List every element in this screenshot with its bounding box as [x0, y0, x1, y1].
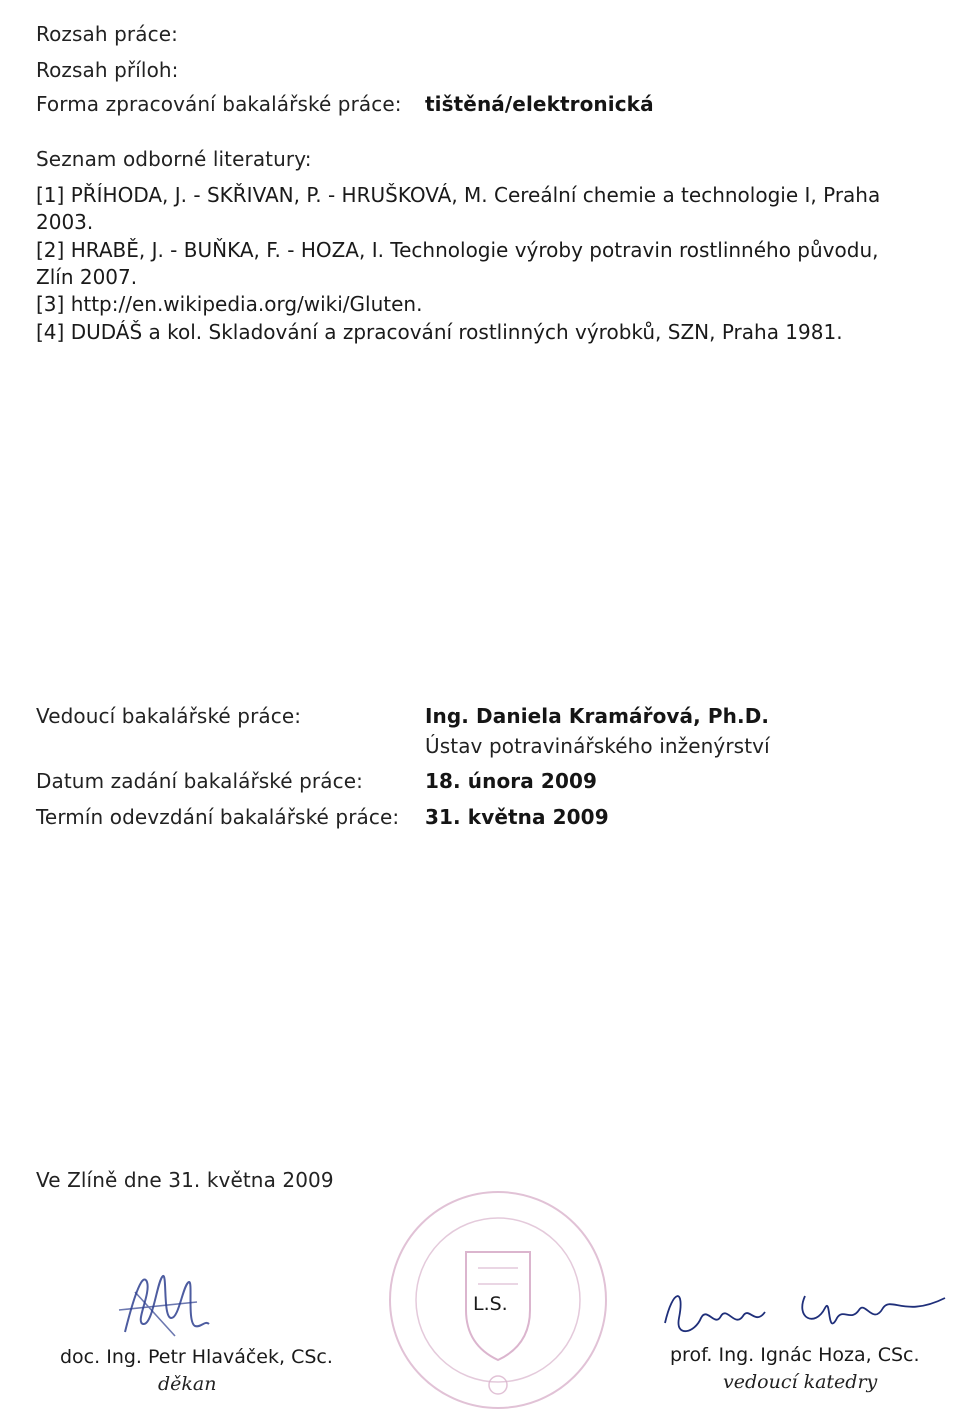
appendix-label: Rozsah příloh:	[36, 58, 179, 82]
stamp-mark: L.S.	[473, 1293, 508, 1315]
supervisor-institute: Ústav potravinářského inženýrství	[425, 734, 770, 758]
form-label: Forma zpracování bakalářské práce:	[36, 92, 402, 116]
head-role: vedoucí katedry	[723, 1371, 878, 1393]
head-signature	[655, 1278, 955, 1348]
deadline-label: Termín odevzdání bakalářské práce:	[36, 805, 400, 829]
dean-name: doc. Ing. Petr Hlaváček, CSc.	[60, 1346, 333, 1368]
literature-line: [4] DUDÁŠ a kol. Skladování a zpracování rostlinných výrobků, SZN, Praha 1981.	[36, 320, 843, 344]
literature-line: [1] PŘÍHODA, J. - SKŘIVAN, P. - HRUŠKOVÁ, M. Cereální chemie a technologie I, Praha	[36, 183, 881, 207]
form-value: tištěná/elektronická	[425, 92, 654, 116]
dean-signature	[105, 1262, 215, 1352]
place-date: Ve Zlíně dne 31. května 2009	[36, 1168, 334, 1192]
scope-label: Rozsah práce:	[36, 22, 178, 46]
dean-role: děkan	[158, 1373, 217, 1395]
supervisor-name: Ing. Daniela Kramářová, Ph.D.	[425, 704, 770, 728]
literature-line: 2003.	[36, 210, 94, 234]
deadline-value: 31. května 2009	[425, 805, 609, 829]
assigned-value: 18. února 2009	[425, 769, 597, 793]
literature-heading: Seznam odborné literatury:	[36, 147, 312, 171]
literature-line: [2] HRABĚ, J. - BUŇKA, F. - HOZA, I. Technologie výroby potravin rostlinného původu,	[36, 238, 879, 262]
supervisor-label: Vedoucí bakalářské práce:	[36, 704, 302, 728]
head-name: prof. Ing. Ignác Hoza, CSc.	[670, 1344, 920, 1366]
assigned-label: Datum zadání bakalářské práce:	[36, 769, 363, 793]
literature-line: [3] http://en.wikipedia.org/wiki/Gluten.	[36, 292, 423, 316]
literature-line: Zlín 2007.	[36, 265, 138, 289]
